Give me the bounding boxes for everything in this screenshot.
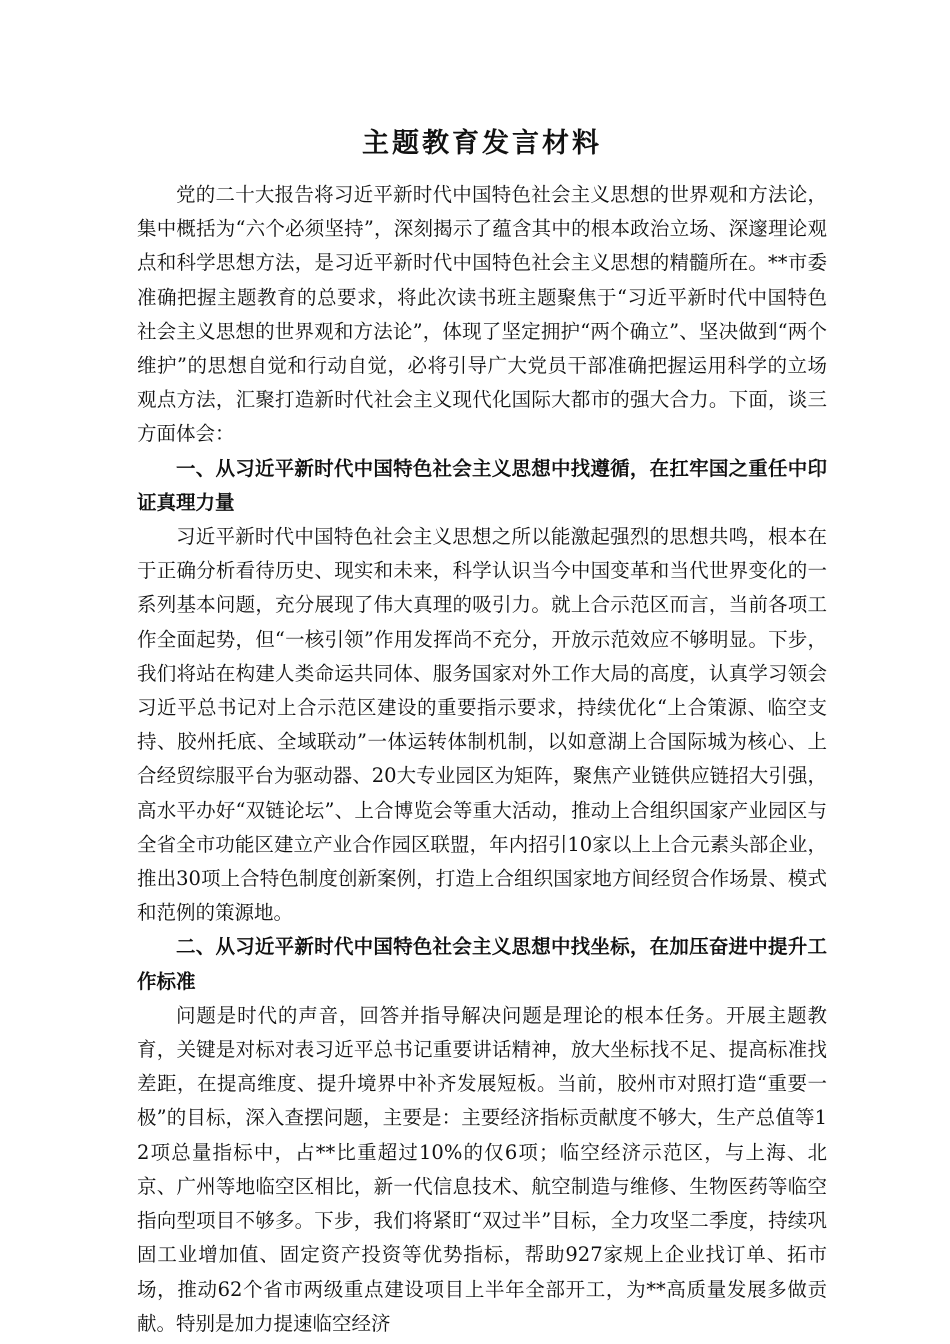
document-title: 主题教育发言材料 <box>362 128 602 159</box>
section-2-paragraph: 问题是时代的声音，回答并指导解决问题是理论的根本任务。开展主题教育，关键是对标对表习近平总书记重要讲话精神，放大坐标找不足、提高标准找差距，在提高维度、提升境界中补齐发展短板。当前，胶州市对照打造“重要一极”的目标，深入查摆问题，主要是：主要经济指标贡献度不够大，生产总值等12项总量指标中，占**比重超过10%的仅6项；临空经济示范区，与上海、北京、广州等地临空区相比，新一代信息技术、航空制造与维修、生物医药等临空指向型项目不够多。下步，我们将紧盯“双过半”目标，全力攻坚二季度，持续巩固工业增加值、固定资产投资等优势指标，帮助927家规上企业找订单、拓市场，推动62个省市两级重点建设项目上半年全部开工，为**高质量发展多做贡献。特别是加力提速临空经济 <box>137 1003 827 1335</box>
document-page <box>137 118 827 1341</box>
section-2-heading: 二、从习近平新时代中国特色社会主义思想中找坐标，在加压奋进中提升工作标准 <box>137 935 827 993</box>
section-1-heading: 一、从习近平新时代中国特色社会主义思想中找遵循，在扛牢国之重任中印证真理力量 <box>137 456 827 514</box>
intro-paragraph: 党的二十大报告将习近平新时代中国特色社会主义思想的世界观和方法论，集中概括为“六个必须坚持”，深刻揭示了蕴含其中的根本政治立场、深邃理论观点和科学思想方法，是习近平新时代中国特色社会主义思想的精髓所在。**市委准确把握主题教育的总要求，将此次读书班主题聚焦于“习近平新时代中国特色社会主义思想的世界观和方法论”，体现了坚定拥护“两个确立”、坚决做到“两个维护”的思想自觉和行动自觉，必将引导广大党员干部准确把握运用科学的立场观点方法，汇聚打造新时代社会主义现代化国际大都市的强大合力。下面，谈三方面体会： <box>137 183 827 446</box>
section-1-paragraph: 习近平新时代中国特色社会主义思想之所以能激起强烈的思想共鸣，根本在于正确分析看待历史、现实和未来，科学认识当今中国变革和当代世界变化的一系列基本问题，充分展现了伟大真理的吸引力。就上合示范区而言，当前各项工作全面起势，但“一核引领”作用发挥尚不充分，开放示范效应不够明显。下步，我们将站在构建人类命运共同体、服务国家对外工作大局的高度，认真学习领会习近平总书记对上合示范区建设的重要指示要求，持续优化“上合策源、临空支持、胶州托底、全域联动”一体运转体制机制，以如意湖上合国际城为核心、上合经贸综服平台为驱动器、20大专业园区为矩阵，聚焦产业链供应链招大引强，高水平办好“双链论坛”、上合博览会等重大活动，推动上合组织国家产业园区与全省全市功能区建立产业合作园区联盟，年内招引10家以上上合元素头部企业，推出30项上合特色制度创新案例，打造上合组织国家地方间经贸合作场景、模式和范例的策源地。 <box>137 525 827 925</box>
